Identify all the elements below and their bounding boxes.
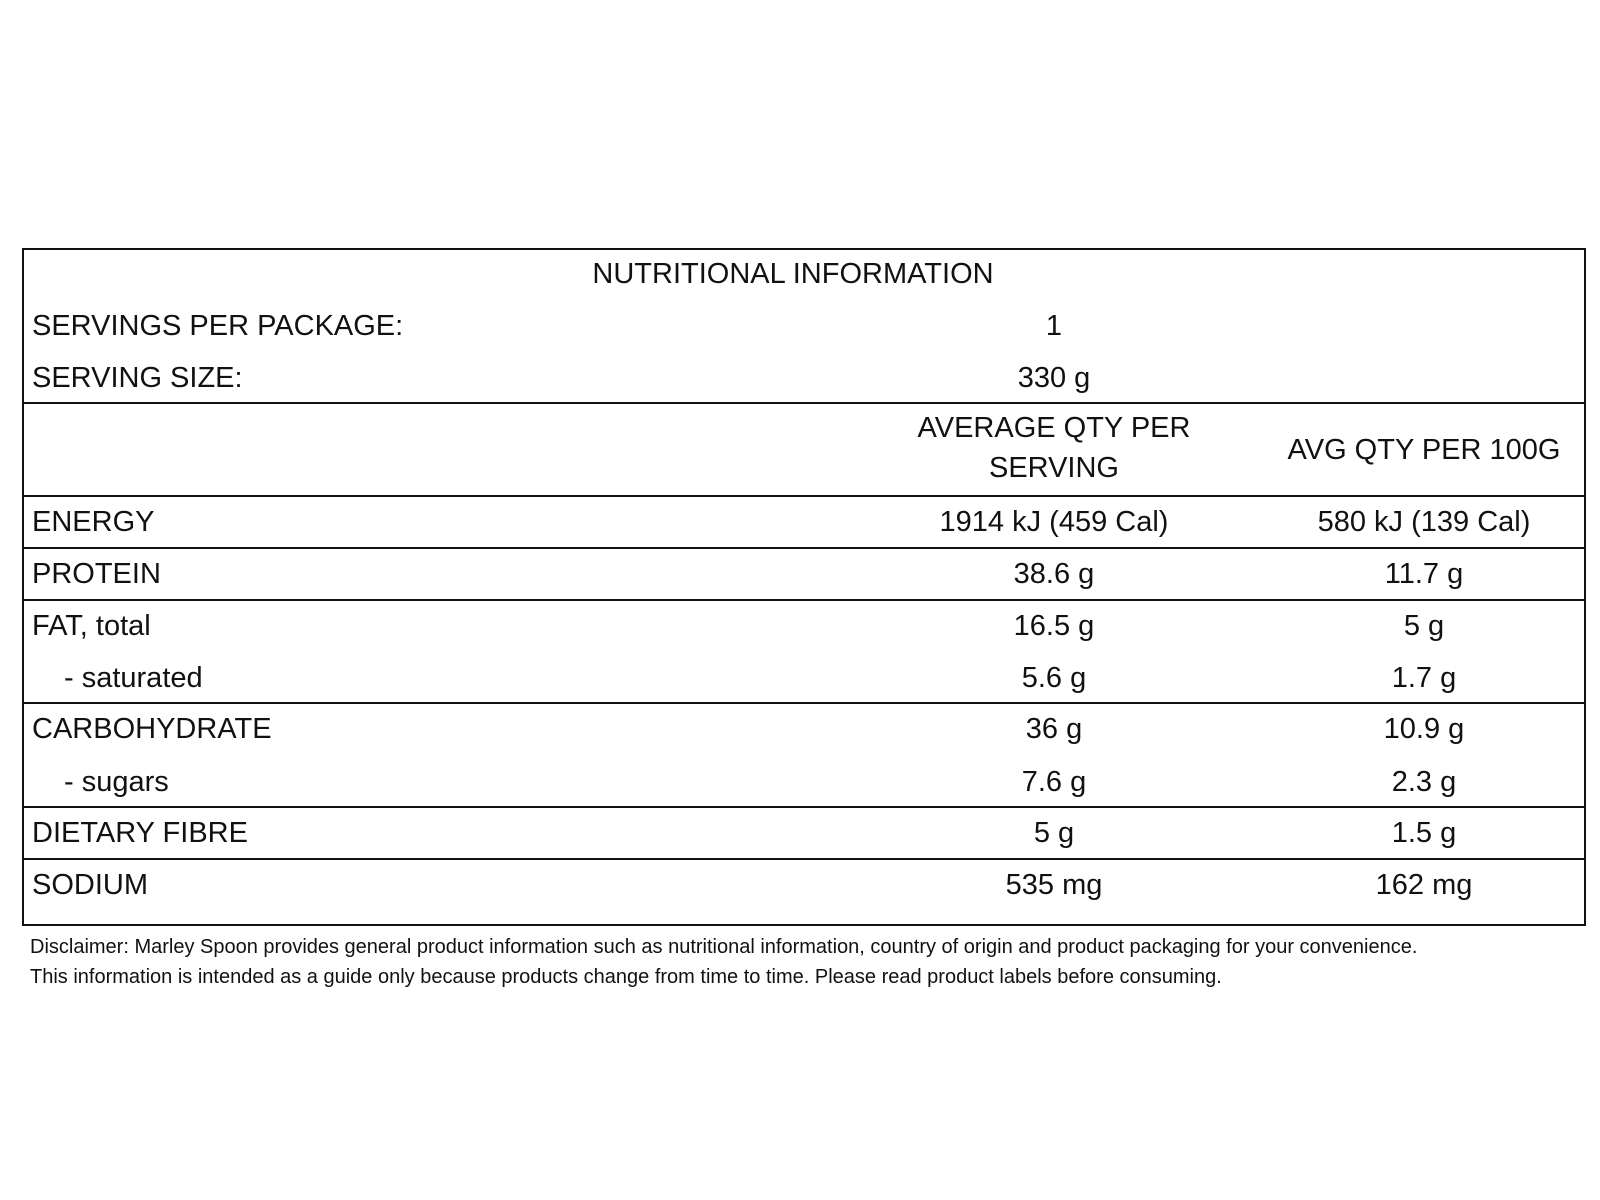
nutrition-panel <box>22 248 1586 926</box>
energy-per-100g: 580 kJ (139 Cal) <box>1317 506 1531 538</box>
nutrient-name-sodium: SODIUM <box>32 869 148 901</box>
saturated-per-serving: 5.6 g <box>1021 662 1087 694</box>
protein-per-100g: 11.7 g <box>1384 558 1464 590</box>
energy-per-serving: 1914 kJ (459 Cal) <box>939 506 1169 538</box>
fat-total-per-serving: 16.5 g <box>1013 610 1095 642</box>
servings-per-package-value: 1 <box>1045 310 1063 342</box>
dietary-fibre-per-serving: 5 g <box>1033 817 1075 849</box>
serving-size-label: SERVING SIZE: <box>32 362 243 394</box>
divider <box>24 547 1584 549</box>
divider <box>24 702 1584 704</box>
nutrient-name-saturated: - saturated <box>64 662 203 694</box>
protein-per-serving: 38.6 g <box>1013 558 1095 590</box>
sodium-per-100g: 162 mg <box>1375 869 1473 901</box>
fat-total-per-100g: 5 g <box>1403 610 1445 642</box>
serving-size-value: 330 g <box>1017 362 1091 394</box>
saturated-per-100g: 1.7 g <box>1391 662 1457 694</box>
disclaimer-line: Disclaimer: Marley Spoon provides general product information such as nutritional information, country of origin and product packaging for your convenience. <box>30 936 1418 958</box>
divider <box>24 495 1584 497</box>
divider <box>24 402 1584 404</box>
nutrient-name-energy: ENERGY <box>32 506 155 538</box>
carbohydrate-per-serving: 36 g <box>1025 713 1083 745</box>
nutrient-name-sugars: - sugars <box>64 766 169 798</box>
carbohydrate-per-100g: 10.9 g <box>1383 713 1465 745</box>
panel-title: NUTRITIONAL INFORMATION <box>592 258 994 290</box>
sugars-per-serving: 7.6 g <box>1021 766 1087 798</box>
sugars-per-100g: 2.3 g <box>1391 766 1457 798</box>
disclaimer <box>30 932 1590 992</box>
dietary-fibre-per-100g: 1.5 g <box>1391 817 1457 849</box>
column-header-per-100g: AVG QTY PER 100G <box>1287 434 1561 466</box>
sodium-per-serving: 535 mg <box>1005 869 1103 901</box>
nutrient-name-carbohydrate: CARBOHYDRATE <box>32 713 272 745</box>
nutrient-name-protein: PROTEIN <box>32 558 161 590</box>
divider <box>24 858 1584 860</box>
servings-per-package-label: SERVINGS PER PACKAGE: <box>32 310 404 342</box>
divider <box>24 599 1584 601</box>
divider <box>24 806 1584 808</box>
nutrient-name-dietary-fibre: DIETARY FIBRE <box>32 817 248 849</box>
disclaimer-line: This information is intended as a guide only because products change from time to time. Please read product labels before consuming. <box>30 966 1222 988</box>
column-header-per-serving: AVERAGE QTY PER SERVING <box>917 412 1191 484</box>
nutrient-name-fat-total: FAT, total <box>32 610 151 642</box>
